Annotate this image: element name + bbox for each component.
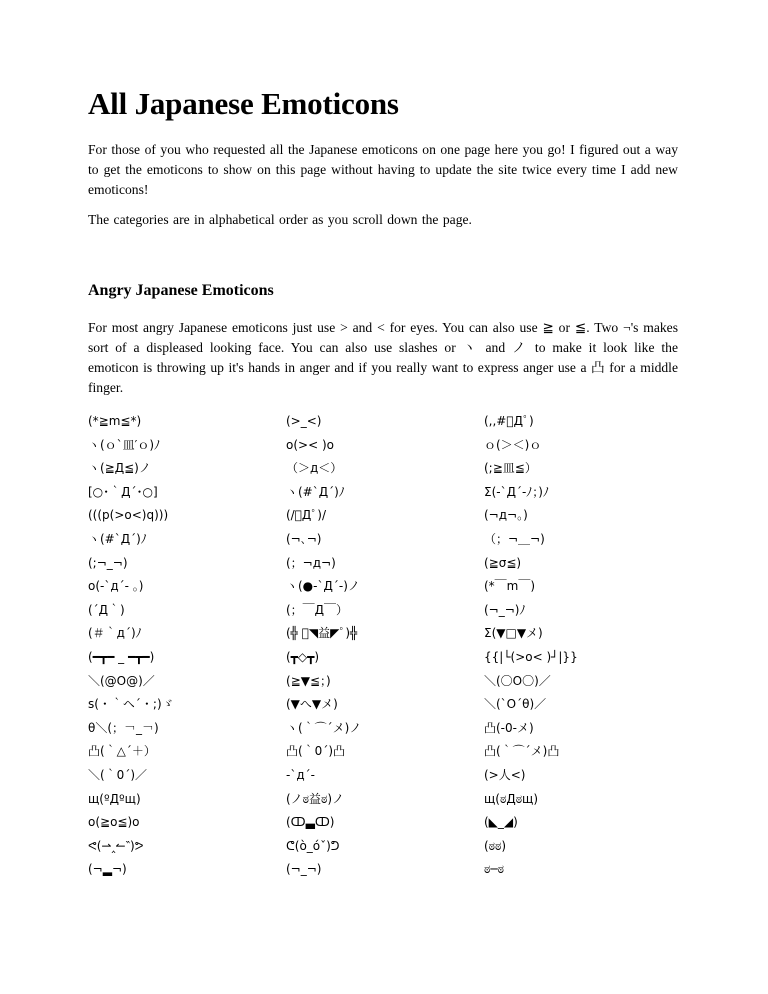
emoticon-item: (╬ ﾟ◥益◤ﾟ)╬ [286,626,358,641]
emoticon-item: ヽ(#`Д´)ﾉ [286,484,345,499]
emoticon-item: ヽ(≧Д≦)ノ [88,461,151,476]
emoticon-item: ヽ(ｏ`皿′ｏ)ﾉ [88,437,161,452]
emoticon-item: ヽ(#`Д´)ﾉ [88,531,147,546]
emoticon-item: ヽ(｀⌒´メ)ノ [286,720,362,735]
emoticon-item: (＃｀д´)ﾉ [88,626,142,641]
emoticon-item: ＼(@O@)／ [88,673,155,688]
emoticon-item: 凸(｀0´)凸 [286,744,345,759]
emoticon-item: Σ(▼□▼メ) [484,626,543,641]
emoticon-item: 凸(-0-メ) [484,720,534,735]
emoticon-item: （＞д＜） [286,461,343,476]
emoticon-item: (；¬д¬) [286,555,336,570]
order-note-paragraph: The categories are in alphabetical order as you scroll down the page. [88,212,472,227]
emoticon-grid [88,410,678,882]
emoticon-item: θ＼(；￢_￢) [88,720,159,735]
emoticon-item: (¬▂¬) [88,862,127,877]
emoticon-item: (¬д¬。) [484,508,528,523]
emoticon-item: (>人<) [484,767,526,782]
emoticon-item: 凸(｀△´＋） [88,744,156,759]
emoticon-item: ᕙ(⇀‸↼‶)ᕗ [88,838,144,853]
emoticon-item: 凸(｀⌒´メ)凸 [484,744,560,759]
emoticon-item: (¬､¬) [286,531,322,546]
emoticon-item: ಠ─ಠ [484,862,504,877]
emoticon-item: o(-`д´- ｡) [88,579,144,594]
emoticon-item: щ(ºДºщ) [88,791,141,806]
emoticon-item: (*≧m≦*) [88,414,142,428]
emoticon-item: ＼(〇O〇)／ [484,673,551,688]
emoticon-item: (≧σ≦) [484,555,522,570]
emoticon-item: (;¬_¬) [88,555,128,570]
emoticon-item: （；¬＿¬) [484,531,545,546]
emoticon-item: (((p(>o<)q))) [88,508,169,523]
emoticon-item: (▼へ▼メ) [286,697,338,712]
emoticon-item: (┳◇┳) [286,649,320,664]
emoticon-item: (´Д｀) [88,602,125,617]
emoticon-item: (*￣m￣) [484,579,536,594]
page-title: All Japanese Emoticons [88,86,399,121]
emoticon-item: (¬_¬) [286,862,322,877]
emoticon-item: ヽ(●-`Д´-)ノ [286,579,360,594]
emoticon-item: (ↀ▃ↀ) [286,815,335,830]
emoticon-item: (；￣Д￣） [286,602,349,617]
emoticon-item: ＼(`O´θ)／ [484,697,547,712]
emoticon-item: (,,#ﾟДﾟ) [484,414,534,428]
emoticon-item: o(>< )o [286,437,334,452]
emoticon-item: (ノಠ益ಠ)ノ [286,791,345,806]
emoticon-item: ｏ(＞＜)ｏ [484,437,542,452]
emoticon-item: s(・｀ヘ´・;)ゞ [88,697,174,712]
emoticon-item: (/ﾟДﾟ)/ [286,508,327,523]
emoticon-item: o(≧o≦)o [88,815,140,830]
emoticon-item: ＼(｀0´)／ [88,767,147,782]
emoticon-item: (>_<) [286,414,322,428]
emoticon-item: (¬_¬)ﾉ [484,602,526,617]
intro-paragraph: For those of you who requested all the Japanese emoticons on one page here you go! I figured out a way to get the emoticons to show on this page without having to update the site twice every time I add new emoticons! [88,142,678,197]
section-title: Angry Japanese Emoticons [88,282,274,299]
emoticon-item: (;≧皿≦） [484,461,537,476]
emoticon-item: Σ(-`Д´-ﾉ；)ﾉ [484,484,549,499]
emoticon-item: (━┳━ _ ━┳━) [88,649,155,664]
section-description: For most angry Japanese emoticons just use > and < for eyes. You can also use ≧ or ≦. Two ¬'s makes sort of a displeased looking face. You can also use slashes or ヽ and ノ to make it look like the emoticon is throwing up it's hands in anger and if you really want to express anger use a 凸 for a middle finger. [88,320,678,395]
emoticon-item: (◣_◢) [484,815,518,830]
emoticon-item: ᕦ(ò_óˇ)ᕤ [286,838,340,853]
emoticon-item: {{|└(>o< )┘|}} [484,649,578,664]
emoticon-item: [○･｀Д´･○] [88,484,158,499]
emoticon-item: -`д´- [286,767,315,782]
emoticon-item: (ಠಠ) [484,838,507,853]
emoticon-item: (≧▼≦；) [286,673,331,688]
emoticon-item: щ(ಠДಠщ) [484,791,539,806]
